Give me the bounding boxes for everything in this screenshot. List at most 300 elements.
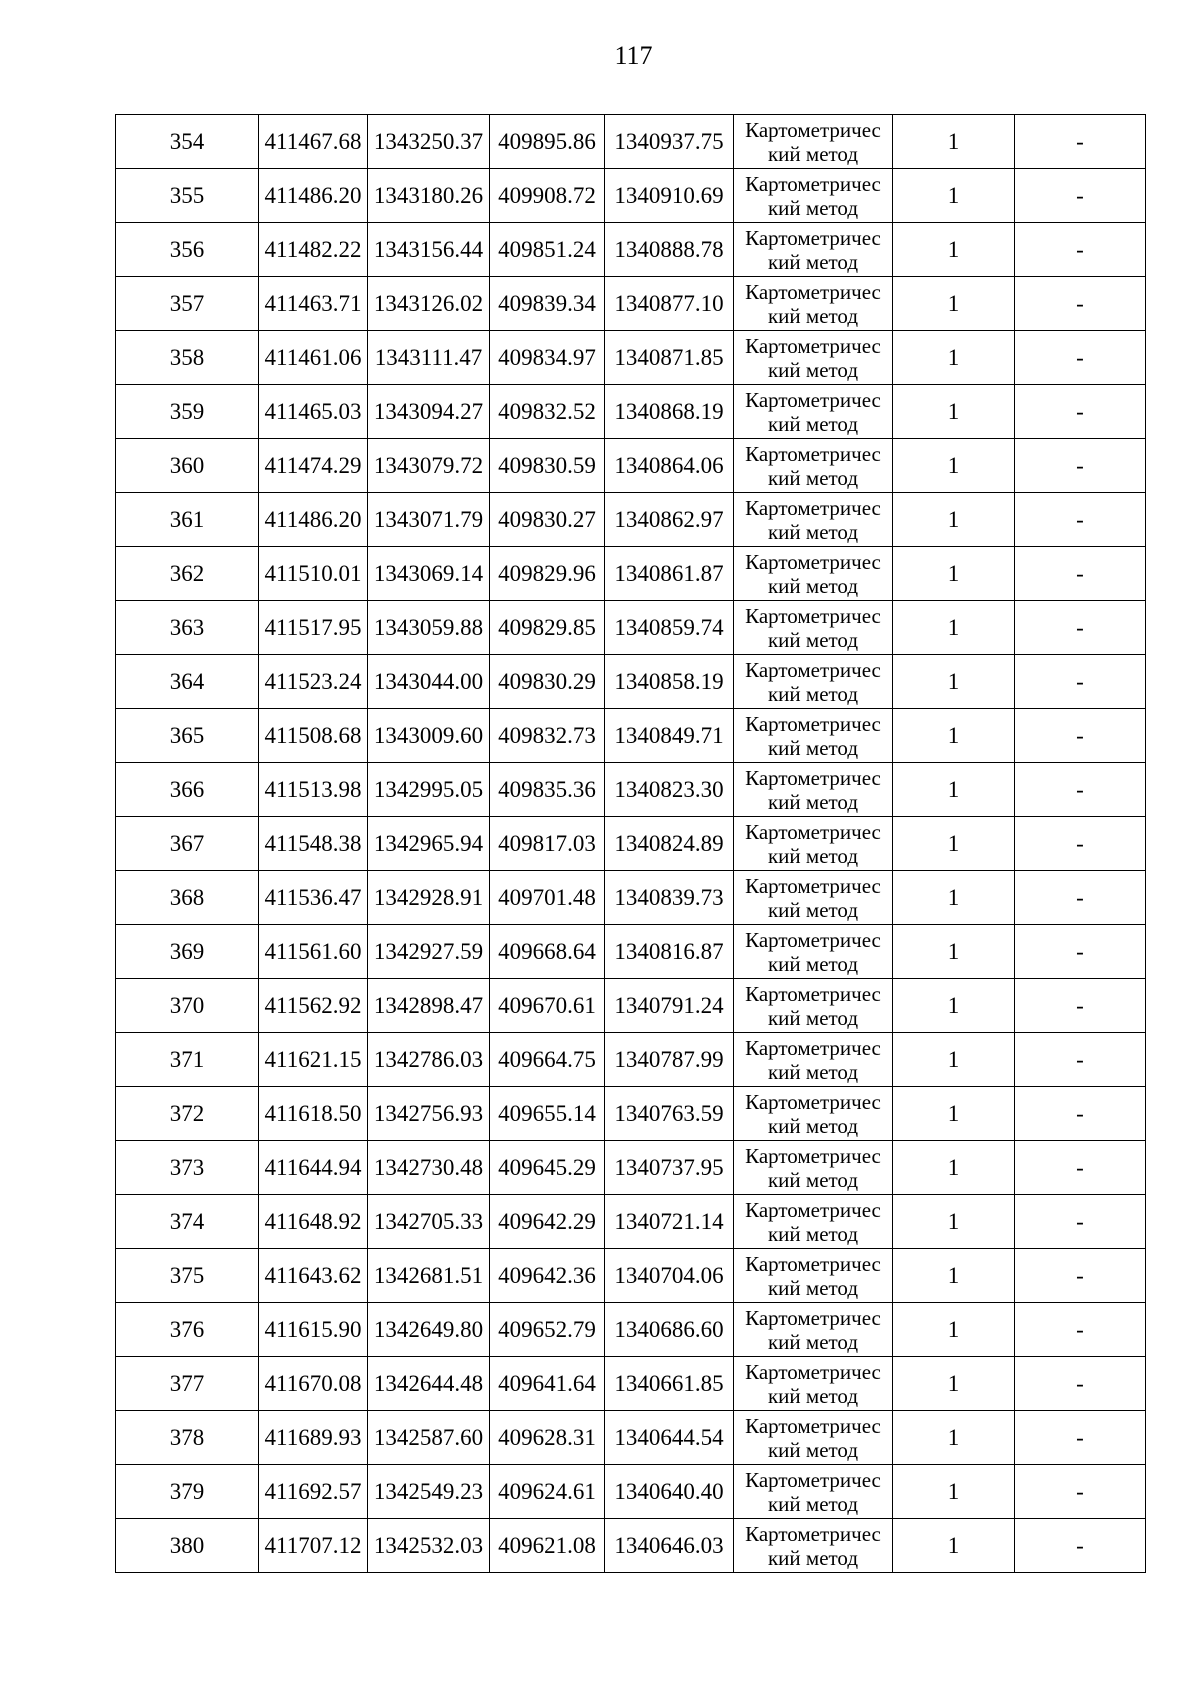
method-line-1: Картометричес [745, 765, 881, 790]
table-row [116, 223, 1146, 277]
accuracy-cell: 1 [893, 385, 1015, 439]
x2-coordinate-cell: 409832.52 [490, 385, 605, 439]
accuracy-cell: 1 [893, 1465, 1015, 1519]
method-cell [734, 1303, 893, 1357]
point-number-cell: 377 [116, 1357, 259, 1411]
point-number-cell: 362 [116, 547, 259, 601]
method-cell [734, 1033, 893, 1087]
accuracy-cell: 1 [893, 1411, 1015, 1465]
method-cell [734, 763, 893, 817]
y2-coordinate-cell: 1340704.06 [605, 1249, 734, 1303]
method-line-1: Картометричес [745, 171, 881, 196]
x2-coordinate-cell: 409652.79 [490, 1303, 605, 1357]
method-line-2: кий метод [767, 843, 859, 868]
note-cell: - [1015, 601, 1146, 655]
table-row [116, 547, 1146, 601]
x2-coordinate-cell: 409832.73 [490, 709, 605, 763]
table-row [116, 115, 1146, 169]
table-body [116, 115, 1146, 1573]
x1-coordinate-cell: 411463.71 [259, 277, 368, 331]
method-cell [734, 115, 893, 169]
note-cell: - [1015, 655, 1146, 709]
x1-coordinate-cell: 411461.06 [259, 331, 368, 385]
method-line-2: кий метод [767, 411, 859, 436]
accuracy-cell: 1 [893, 547, 1015, 601]
method-line-2: кий метод [767, 141, 859, 166]
x2-coordinate-cell: 409621.08 [490, 1519, 605, 1573]
method-cell [734, 601, 893, 655]
table-row [116, 439, 1146, 493]
y1-coordinate-cell: 1342786.03 [368, 1033, 490, 1087]
table-row [116, 1195, 1146, 1249]
table-row [116, 1303, 1146, 1357]
method-line-2: кий метод [767, 1059, 859, 1084]
method-line-1: Картометричес [745, 441, 881, 466]
note-cell: - [1015, 547, 1146, 601]
method-line-1: Картометричес [745, 1035, 881, 1060]
y2-coordinate-cell: 1340937.75 [605, 115, 734, 169]
method-line-2: кий метод [767, 357, 859, 382]
point-number-cell: 380 [116, 1519, 259, 1573]
y2-coordinate-cell: 1340849.71 [605, 709, 734, 763]
y2-coordinate-cell: 1340858.19 [605, 655, 734, 709]
method-line-2: кий метод [767, 519, 859, 544]
y1-coordinate-cell: 1343069.14 [368, 547, 490, 601]
method-cell [734, 817, 893, 871]
x2-coordinate-cell: 409851.24 [490, 223, 605, 277]
method-line-2: кий метод [767, 195, 859, 220]
note-cell: - [1015, 115, 1146, 169]
y1-coordinate-cell: 1342549.23 [368, 1465, 490, 1519]
method-line-2: кий метод [767, 1437, 859, 1462]
y2-coordinate-cell: 1340737.95 [605, 1141, 734, 1195]
x1-coordinate-cell: 411644.94 [259, 1141, 368, 1195]
method-line-1: Картометричес [745, 495, 881, 520]
accuracy-cell: 1 [893, 871, 1015, 925]
y1-coordinate-cell: 1343094.27 [368, 385, 490, 439]
point-number-cell: 371 [116, 1033, 259, 1087]
method-line-2: кий метод [767, 951, 859, 976]
table-row [116, 169, 1146, 223]
note-cell: - [1015, 1087, 1146, 1141]
x1-coordinate-cell: 411615.90 [259, 1303, 368, 1357]
method-line-1: Картометричес [745, 603, 881, 628]
note-cell: - [1015, 1303, 1146, 1357]
x2-coordinate-cell: 409642.36 [490, 1249, 605, 1303]
method-line-2: кий метод [767, 1545, 859, 1570]
table-row [116, 1141, 1146, 1195]
note-cell: - [1015, 385, 1146, 439]
y2-coordinate-cell: 1340861.87 [605, 547, 734, 601]
y2-coordinate-cell: 1340646.03 [605, 1519, 734, 1573]
table-row [116, 1033, 1146, 1087]
x2-coordinate-cell: 409830.27 [490, 493, 605, 547]
method-line-2: кий метод [767, 1383, 859, 1408]
x2-coordinate-cell: 409829.85 [490, 601, 605, 655]
x1-coordinate-cell: 411486.20 [259, 169, 368, 223]
note-cell: - [1015, 1519, 1146, 1573]
y1-coordinate-cell: 1343059.88 [368, 601, 490, 655]
x1-coordinate-cell: 411692.57 [259, 1465, 368, 1519]
x2-coordinate-cell: 409624.61 [490, 1465, 605, 1519]
note-cell: - [1015, 1411, 1146, 1465]
method-line-2: кий метод [767, 573, 859, 598]
method-line-2: кий метод [767, 627, 859, 652]
accuracy-cell: 1 [893, 655, 1015, 709]
note-cell: - [1015, 763, 1146, 817]
x2-coordinate-cell: 409642.29 [490, 1195, 605, 1249]
method-line-1: Картометричес [745, 1413, 881, 1438]
point-number-cell: 359 [116, 385, 259, 439]
point-number-cell: 376 [116, 1303, 259, 1357]
point-number-cell: 356 [116, 223, 259, 277]
y1-coordinate-cell: 1342995.05 [368, 763, 490, 817]
x1-coordinate-cell: 411707.12 [259, 1519, 368, 1573]
y1-coordinate-cell: 1342649.80 [368, 1303, 490, 1357]
method-cell [734, 169, 893, 223]
table-row [116, 871, 1146, 925]
x2-coordinate-cell: 409817.03 [490, 817, 605, 871]
y1-coordinate-cell: 1342898.47 [368, 979, 490, 1033]
method-line-2: кий метод [767, 303, 859, 328]
y2-coordinate-cell: 1340862.97 [605, 493, 734, 547]
x2-coordinate-cell: 409628.31 [490, 1411, 605, 1465]
note-cell: - [1015, 925, 1146, 979]
method-line-2: кий метод [767, 735, 859, 760]
method-cell [734, 277, 893, 331]
table-row [116, 1357, 1146, 1411]
x1-coordinate-cell: 411513.98 [259, 763, 368, 817]
y2-coordinate-cell: 1340877.10 [605, 277, 734, 331]
method-cell [734, 709, 893, 763]
y1-coordinate-cell: 1342756.93 [368, 1087, 490, 1141]
method-cell [734, 1195, 893, 1249]
y1-coordinate-cell: 1343009.60 [368, 709, 490, 763]
point-number-cell: 361 [116, 493, 259, 547]
accuracy-cell: 1 [893, 763, 1015, 817]
x1-coordinate-cell: 411517.95 [259, 601, 368, 655]
table-row [116, 601, 1146, 655]
note-cell: - [1015, 1249, 1146, 1303]
x1-coordinate-cell: 411486.20 [259, 493, 368, 547]
method-line-1: Картометричес [745, 549, 881, 574]
note-cell: - [1015, 223, 1146, 277]
table-row [116, 655, 1146, 709]
accuracy-cell: 1 [893, 493, 1015, 547]
x1-coordinate-cell: 411670.08 [259, 1357, 368, 1411]
table-row [116, 1087, 1146, 1141]
x1-coordinate-cell: 411621.15 [259, 1033, 368, 1087]
page-number: 117 [614, 41, 653, 70]
method-line-1: Картометричес [745, 1143, 881, 1168]
table-row [116, 709, 1146, 763]
table-row [116, 385, 1146, 439]
note-cell: - [1015, 331, 1146, 385]
method-line-2: кий метод [767, 1491, 859, 1516]
method-cell [734, 439, 893, 493]
x1-coordinate-cell: 411482.22 [259, 223, 368, 277]
method-line-2: кий метод [767, 681, 859, 706]
point-number-cell: 372 [116, 1087, 259, 1141]
accuracy-cell: 1 [893, 925, 1015, 979]
method-cell [734, 1519, 893, 1573]
y2-coordinate-cell: 1340868.19 [605, 385, 734, 439]
x2-coordinate-cell: 409701.48 [490, 871, 605, 925]
x1-coordinate-cell: 411689.93 [259, 1411, 368, 1465]
method-line-1: Картометричес [745, 873, 881, 898]
y2-coordinate-cell: 1340686.60 [605, 1303, 734, 1357]
method-line-1: Картометричес [745, 711, 881, 736]
y2-coordinate-cell: 1340839.73 [605, 871, 734, 925]
x2-coordinate-cell: 409670.61 [490, 979, 605, 1033]
y1-coordinate-cell: 1342587.60 [368, 1411, 490, 1465]
y1-coordinate-cell: 1343250.37 [368, 115, 490, 169]
y2-coordinate-cell: 1340888.78 [605, 223, 734, 277]
accuracy-cell: 1 [893, 331, 1015, 385]
note-cell: - [1015, 277, 1146, 331]
y2-coordinate-cell: 1340816.87 [605, 925, 734, 979]
accuracy-cell: 1 [893, 1249, 1015, 1303]
y2-coordinate-cell: 1340644.54 [605, 1411, 734, 1465]
method-line-1: Картометричес [745, 225, 881, 250]
method-line-1: Картометричес [745, 1467, 881, 1492]
y1-coordinate-cell: 1342965.94 [368, 817, 490, 871]
method-cell [734, 871, 893, 925]
x1-coordinate-cell: 411510.01 [259, 547, 368, 601]
table-row [116, 1465, 1146, 1519]
point-number-cell: 379 [116, 1465, 259, 1519]
method-cell [734, 1087, 893, 1141]
x1-coordinate-cell: 411523.24 [259, 655, 368, 709]
note-cell: - [1015, 817, 1146, 871]
method-line-1: Картометричес [745, 1197, 881, 1222]
note-cell: - [1015, 1141, 1146, 1195]
note-cell: - [1015, 709, 1146, 763]
method-cell [734, 547, 893, 601]
point-number-cell: 357 [116, 277, 259, 331]
point-number-cell: 366 [116, 763, 259, 817]
accuracy-cell: 1 [893, 1033, 1015, 1087]
point-number-cell: 354 [116, 115, 259, 169]
point-number-cell: 365 [116, 709, 259, 763]
accuracy-cell: 1 [893, 223, 1015, 277]
method-line-1: Картометричес [745, 927, 881, 952]
method-line-1: Картометричес [745, 1305, 881, 1330]
note-cell: - [1015, 1465, 1146, 1519]
x2-coordinate-cell: 409839.34 [490, 277, 605, 331]
y1-coordinate-cell: 1342644.48 [368, 1357, 490, 1411]
accuracy-cell: 1 [893, 169, 1015, 223]
method-cell [734, 1465, 893, 1519]
table-row [116, 979, 1146, 1033]
y2-coordinate-cell: 1340661.85 [605, 1357, 734, 1411]
y1-coordinate-cell: 1342730.48 [368, 1141, 490, 1195]
point-number-cell: 373 [116, 1141, 259, 1195]
method-line-1: Картометричес [745, 1251, 881, 1276]
note-cell: - [1015, 439, 1146, 493]
coordinates-table [115, 114, 1146, 1573]
method-line-1: Картометричес [745, 1089, 881, 1114]
point-number-cell: 374 [116, 1195, 259, 1249]
x2-coordinate-cell: 409830.29 [490, 655, 605, 709]
accuracy-cell: 1 [893, 979, 1015, 1033]
x2-coordinate-cell: 409834.97 [490, 331, 605, 385]
method-line-2: кий метод [767, 1221, 859, 1246]
x1-coordinate-cell: 411548.38 [259, 817, 368, 871]
y1-coordinate-cell: 1342927.59 [368, 925, 490, 979]
accuracy-cell: 1 [893, 817, 1015, 871]
y2-coordinate-cell: 1340824.89 [605, 817, 734, 871]
point-number-cell: 375 [116, 1249, 259, 1303]
note-cell: - [1015, 1357, 1146, 1411]
y1-coordinate-cell: 1343180.26 [368, 169, 490, 223]
y1-coordinate-cell: 1343111.47 [368, 331, 490, 385]
note-cell: - [1015, 1195, 1146, 1249]
y2-coordinate-cell: 1340871.85 [605, 331, 734, 385]
method-line-2: кий метод [767, 249, 859, 274]
x2-coordinate-cell: 409835.36 [490, 763, 605, 817]
note-cell: - [1015, 493, 1146, 547]
y2-coordinate-cell: 1340823.30 [605, 763, 734, 817]
method-cell [734, 385, 893, 439]
method-cell [734, 925, 893, 979]
x1-coordinate-cell: 411467.68 [259, 115, 368, 169]
method-cell [734, 493, 893, 547]
accuracy-cell: 1 [893, 1087, 1015, 1141]
method-line-1: Картометричес [745, 387, 881, 412]
method-line-1: Картометричес [745, 657, 881, 682]
x1-coordinate-cell: 411465.03 [259, 385, 368, 439]
y1-coordinate-cell: 1342928.91 [368, 871, 490, 925]
table-row [116, 277, 1146, 331]
table-row [116, 1411, 1146, 1465]
method-cell [734, 1411, 893, 1465]
method-line-2: кий метод [767, 1005, 859, 1030]
note-cell: - [1015, 1033, 1146, 1087]
method-line-1: Картометричес [745, 1521, 881, 1546]
point-number-cell: 368 [116, 871, 259, 925]
method-line-2: кий метод [767, 789, 859, 814]
y1-coordinate-cell: 1343156.44 [368, 223, 490, 277]
accuracy-cell: 1 [893, 601, 1015, 655]
table-row [116, 331, 1146, 385]
x1-coordinate-cell: 411643.62 [259, 1249, 368, 1303]
method-line-2: кий метод [767, 897, 859, 922]
table-row [116, 817, 1146, 871]
accuracy-cell: 1 [893, 1519, 1015, 1573]
table-row [116, 1249, 1146, 1303]
y1-coordinate-cell: 1343044.00 [368, 655, 490, 709]
x2-coordinate-cell: 409829.96 [490, 547, 605, 601]
method-line-1: Картометричес [745, 333, 881, 358]
point-number-cell: 370 [116, 979, 259, 1033]
y1-coordinate-cell: 1342532.03 [368, 1519, 490, 1573]
x1-coordinate-cell: 411508.68 [259, 709, 368, 763]
y2-coordinate-cell: 1340910.69 [605, 169, 734, 223]
table-row [116, 763, 1146, 817]
method-line-1: Картометричес [745, 279, 881, 304]
note-cell: - [1015, 979, 1146, 1033]
y2-coordinate-cell: 1340864.06 [605, 439, 734, 493]
point-number-cell: 363 [116, 601, 259, 655]
method-cell [734, 655, 893, 709]
method-line-2: кий метод [767, 1329, 859, 1354]
method-line-1: Картометричес [745, 981, 881, 1006]
y1-coordinate-cell: 1342705.33 [368, 1195, 490, 1249]
x2-coordinate-cell: 409908.72 [490, 169, 605, 223]
x1-coordinate-cell: 411618.50 [259, 1087, 368, 1141]
y2-coordinate-cell: 1340763.59 [605, 1087, 734, 1141]
method-cell [734, 979, 893, 1033]
y1-coordinate-cell: 1343071.79 [368, 493, 490, 547]
point-number-cell: 378 [116, 1411, 259, 1465]
method-line-2: кий метод [767, 1113, 859, 1138]
method-cell [734, 223, 893, 277]
accuracy-cell: 1 [893, 709, 1015, 763]
point-number-cell: 355 [116, 169, 259, 223]
point-number-cell: 369 [116, 925, 259, 979]
accuracy-cell: 1 [893, 1357, 1015, 1411]
point-number-cell: 360 [116, 439, 259, 493]
method-line-2: кий метод [767, 465, 859, 490]
method-cell [734, 1249, 893, 1303]
method-line-1: Картометричес [745, 1359, 881, 1384]
method-line-2: кий метод [767, 1275, 859, 1300]
point-number-cell: 358 [116, 331, 259, 385]
x1-coordinate-cell: 411536.47 [259, 871, 368, 925]
accuracy-cell: 1 [893, 115, 1015, 169]
x2-coordinate-cell: 409655.14 [490, 1087, 605, 1141]
y2-coordinate-cell: 1340791.24 [605, 979, 734, 1033]
x2-coordinate-cell: 409668.64 [490, 925, 605, 979]
table-row [116, 1519, 1146, 1573]
x2-coordinate-cell: 409895.86 [490, 115, 605, 169]
x2-coordinate-cell: 409830.59 [490, 439, 605, 493]
note-cell: - [1015, 169, 1146, 223]
x2-coordinate-cell: 409664.75 [490, 1033, 605, 1087]
method-line-1: Картометричес [745, 819, 881, 844]
method-cell [734, 1141, 893, 1195]
table-row [116, 493, 1146, 547]
x2-coordinate-cell: 409645.29 [490, 1141, 605, 1195]
y2-coordinate-cell: 1340787.99 [605, 1033, 734, 1087]
accuracy-cell: 1 [893, 1141, 1015, 1195]
x1-coordinate-cell: 411561.60 [259, 925, 368, 979]
x2-coordinate-cell: 409641.64 [490, 1357, 605, 1411]
x1-coordinate-cell: 411648.92 [259, 1195, 368, 1249]
note-cell: - [1015, 871, 1146, 925]
method-line-2: кий метод [767, 1167, 859, 1192]
y2-coordinate-cell: 1340859.74 [605, 601, 734, 655]
table-row [116, 925, 1146, 979]
accuracy-cell: 1 [893, 1195, 1015, 1249]
accuracy-cell: 1 [893, 1303, 1015, 1357]
method-line-1: Картометричес [745, 117, 881, 142]
y1-coordinate-cell: 1343079.72 [368, 439, 490, 493]
y2-coordinate-cell: 1340721.14 [605, 1195, 734, 1249]
accuracy-cell: 1 [893, 277, 1015, 331]
y1-coordinate-cell: 1342681.51 [368, 1249, 490, 1303]
accuracy-cell: 1 [893, 439, 1015, 493]
method-cell [734, 331, 893, 385]
y1-coordinate-cell: 1343126.02 [368, 277, 490, 331]
method-cell [734, 1357, 893, 1411]
y2-coordinate-cell: 1340640.40 [605, 1465, 734, 1519]
x1-coordinate-cell: 411562.92 [259, 979, 368, 1033]
point-number-cell: 364 [116, 655, 259, 709]
point-number-cell: 367 [116, 817, 259, 871]
x1-coordinate-cell: 411474.29 [259, 439, 368, 493]
